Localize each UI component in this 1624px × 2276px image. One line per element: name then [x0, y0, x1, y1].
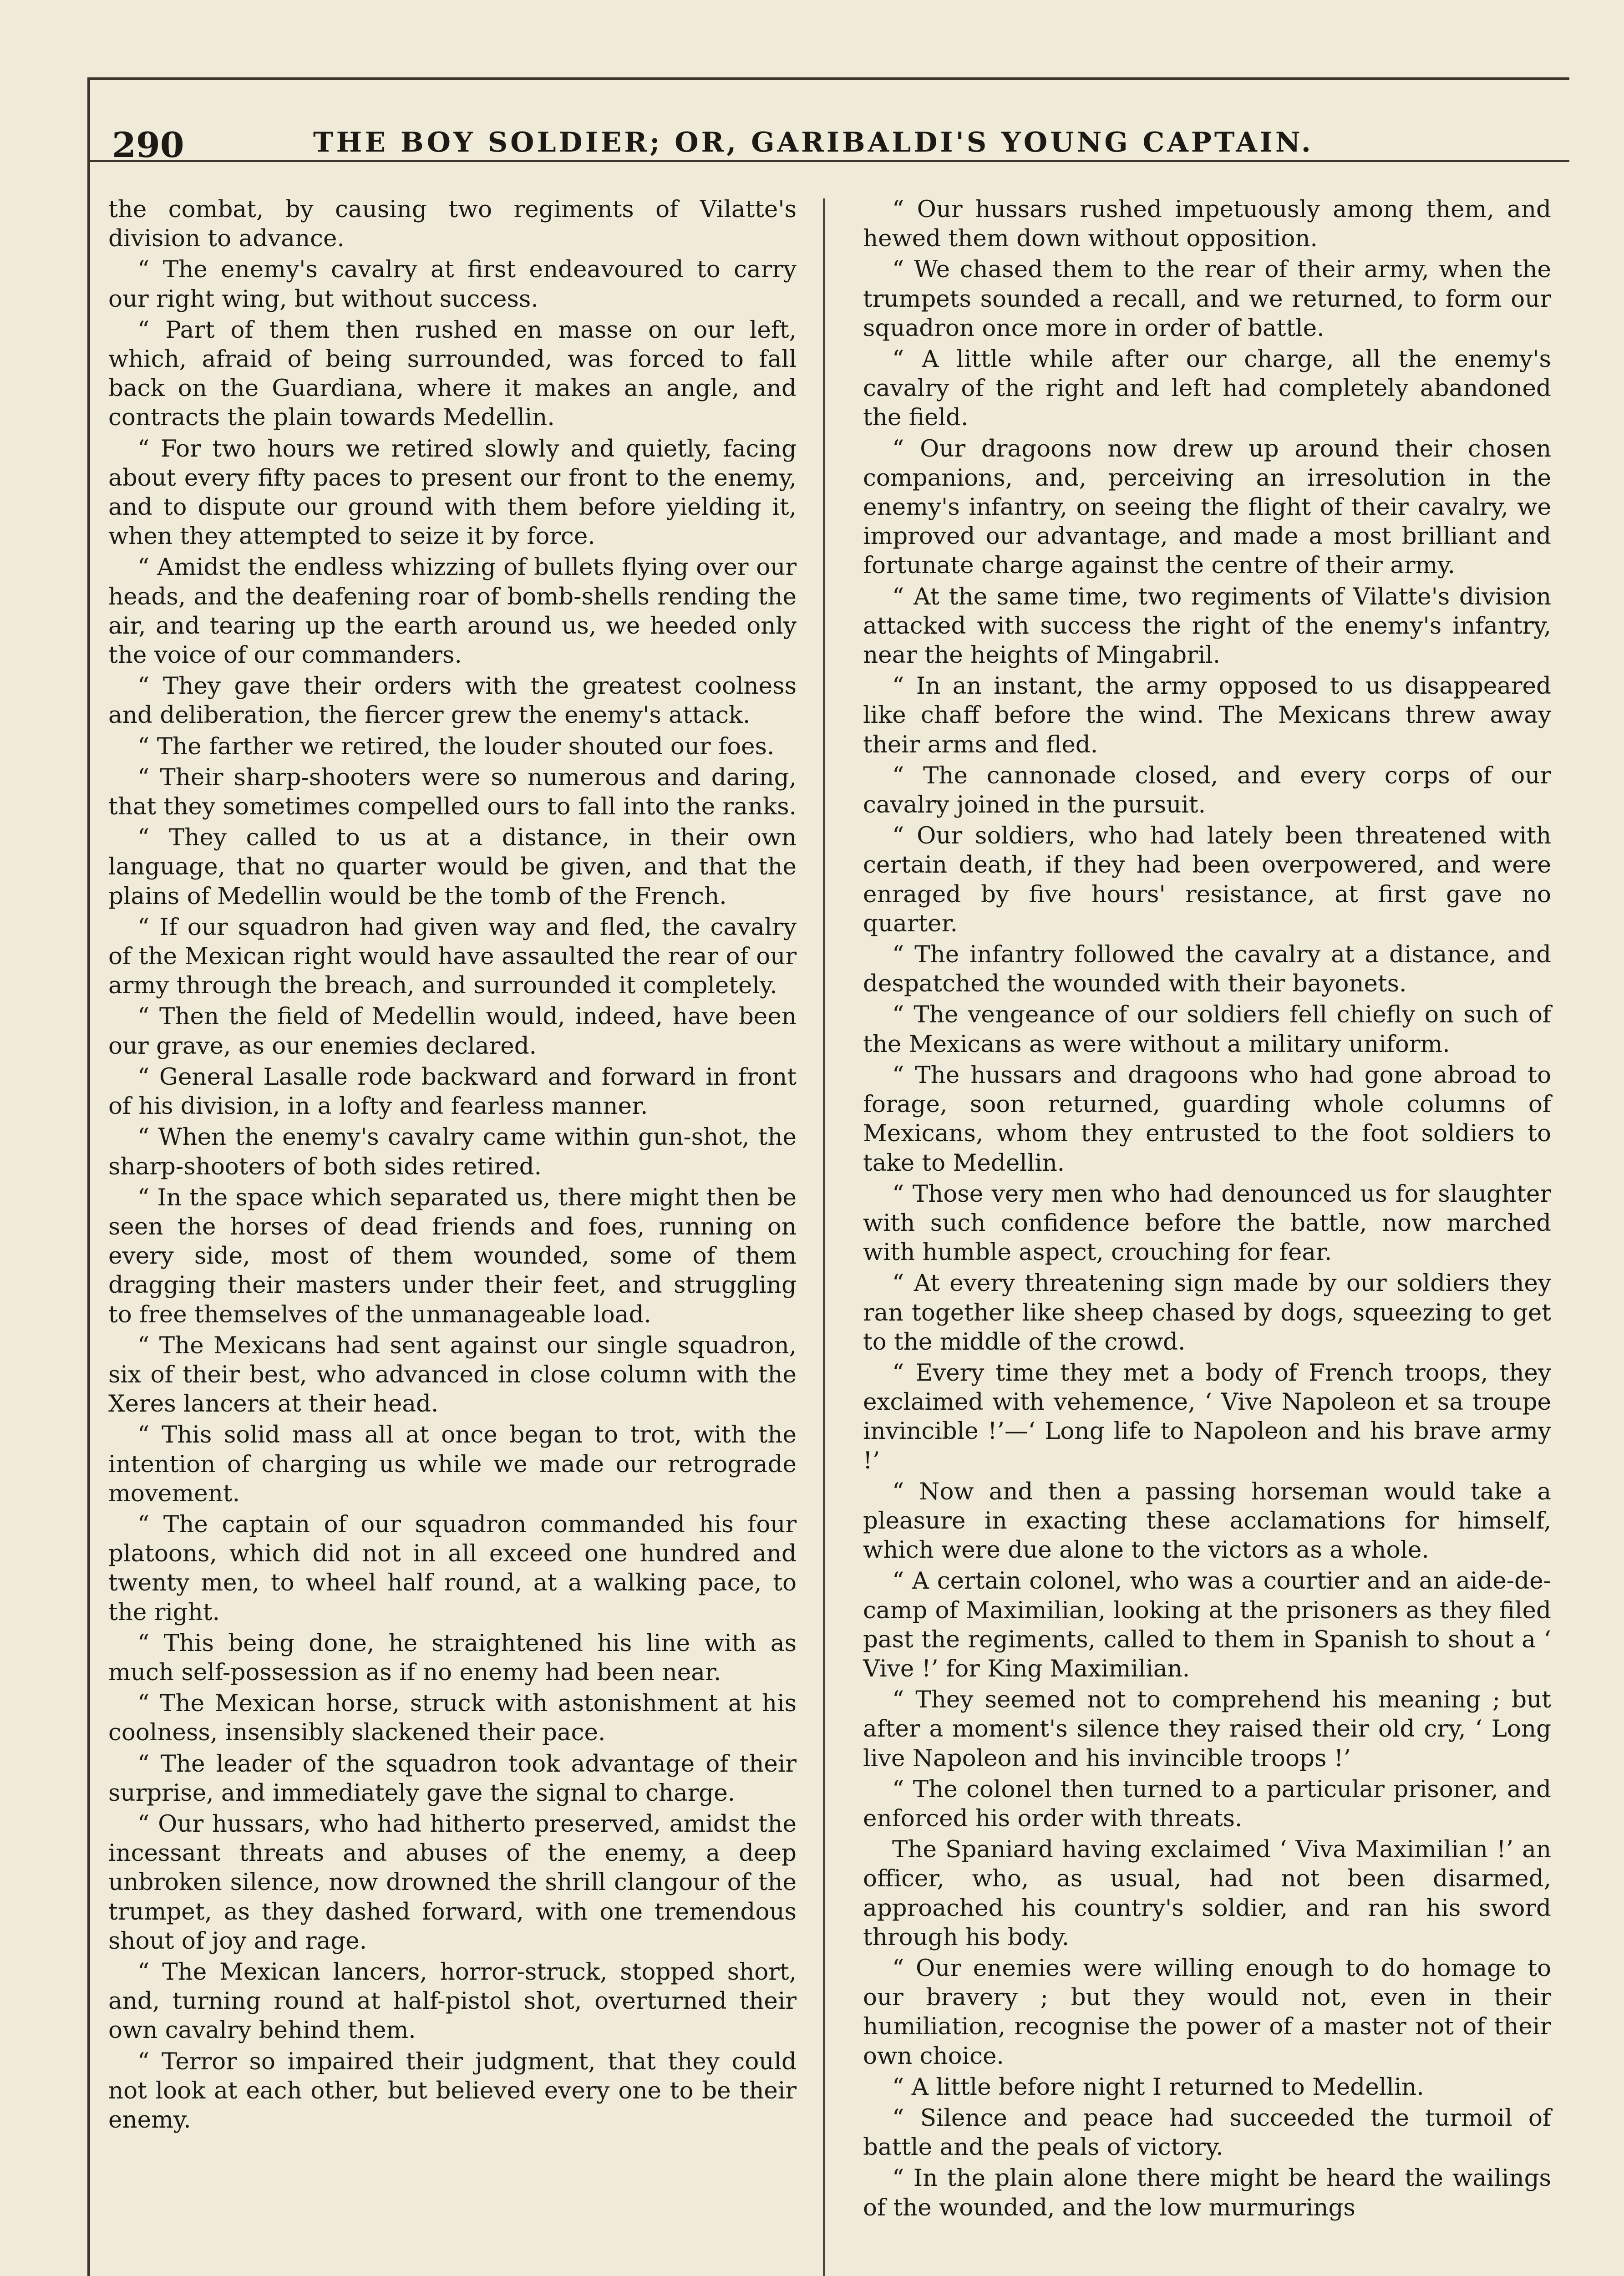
page-header — [90, 80, 1569, 165]
paragraph: “ Now and then a passing horseman would take a pleasure in exacting these acclamations for himself, which were due alone to the victors as a whole. — [863, 1478, 1551, 1564]
paragraph: The Spaniard having exclaimed ‘ Viva Maximilian !’ an officer, who, as usual, had not been disarmed, approached his country's soldier, and ran his sword through his body. — [863, 1836, 1551, 1951]
paragraph: “ General Lasalle rode backward and forward in front of his division, in a lofty and fearless manner. — [108, 1063, 797, 1120]
paragraph: “ In the plain alone there might be heard the wailings of the wounded, and the low murmurings — [863, 2164, 1551, 2221]
paragraph: “ Our enemies were willing enough to do homage to our bravery ; but they would not, even in their humiliation, recognise the power of a master not of their own choice. — [863, 1954, 1551, 2070]
page-number: 290 — [112, 125, 184, 165]
paragraph: “ The infantry followed the cavalry at a distance, and despatched the wounded with their bayonets. — [863, 941, 1551, 998]
paragraph: “ We chased them to the rear of their army, when the trumpets sounded a recall, and we returned, to form our squadron once more in order of battle. — [863, 256, 1551, 342]
paragraph: “ Our soldiers, who had lately been threatened with certain death, if they had been overpowered, and were enraged by five hours' resistance, at first gave no quarter. — [863, 822, 1551, 937]
paragraph: “ Our hussars rushed impetuously among them, and hewed them down without opposition. — [863, 196, 1551, 253]
paragraph: “ Amidst the endless whizzing of bullets flying over our heads, and the deafening roar of bomb-shells rending the air, and tearing up the earth around us, we heeded only the voice of our commanders. — [108, 554, 797, 669]
left-column — [108, 195, 797, 2276]
paragraph: “ Then the field of Medellin would, indeed, have been our grave, as our enemies declared. — [108, 1003, 797, 1060]
paragraph: “ In an instant, the army opposed to us disappeared like chaff before the wind. The Mexicans threw away their arms and fled. — [863, 672, 1551, 758]
paragraph: “ The Mexican lancers, horror-struck, stopped short, and, turning round at half-pistol shot, overturned their own cavalry behind them. — [108, 1958, 797, 2044]
paragraph: “ The Mexican horse, struck with astonishment at his coolness, insensibly slackened their pace. — [108, 1690, 797, 1747]
paragraph: “ At every threatening sign made by our soldiers they ran together like sheep chased by dogs, squeezing to get to the middle of the crowd. — [863, 1270, 1551, 1356]
paragraph: “ This solid mass all at once began to trot, with the intention of charging us while we made our retrograde movement. — [108, 1421, 797, 1507]
paragraph: “ The cannonade closed, and every corps of our cavalry joined in the pursuit. — [863, 762, 1551, 819]
paragraph: “ A little before night I returned to Medellin. — [892, 2073, 1424, 2101]
right-column — [863, 195, 1551, 2276]
book-page — [87, 77, 1569, 2276]
paragraph: “ Part of them then rushed en masse on our left, which, afraid of being surrounded, was forced to fall back on the Guardiana, where it makes an angle, and contracts the plain towards Medellin. — [108, 316, 797, 432]
paragraph: “ The enemy's cavalry at first endeavoured to carry our right wing, but without success. — [108, 256, 797, 313]
paragraph: “ The captain of our squadron commanded his four platoons, which did not in all exceed one hundred and twenty men, to wheel half round, at a walking pace, to the right. — [108, 1510, 797, 1626]
paragraph: “ Those very men who had denounced us for slaughter with such confidence before the battle, now marched with humble aspect, crouching for fear. — [863, 1180, 1551, 1266]
paragraph: “ Silence and peace had succeeded the turmoil of battle and the peals of victory. — [863, 2104, 1551, 2161]
paragraph: “ At the same time, two regiments of Vilatte's division attacked with success the right of the enemy's infantry, near the heights of Mingabril. — [863, 583, 1551, 669]
paragraph: “ The leader of the squadron took advantage of their surprise, and immediately gave the signal to charge. — [108, 1750, 797, 1807]
paragraph: “ A certain colonel, who was a courtier and an aide-de-camp of Maximilian, looking at the prisoners as they filed past the regiments, called to them in Spanish to shout a ‘ Vive !’ for King Maximilian. — [863, 1567, 1551, 1682]
paragraph: “ The colonel then turned to a particular prisoner, and enforced his order with threats. — [863, 1775, 1551, 1832]
paragraph: “ They gave their orders with the greatest coolness and deliberation, the fiercer grew the enemy's attack. — [108, 672, 797, 729]
paragraph: “ A little while after our charge, all the enemy's cavalry of the right and left had completely abandoned the field. — [863, 345, 1551, 432]
paragraph: “ Our dragoons now drew up around their chosen companions, and, perceiving an irresolution in the enemy's infantry, on seeing the flight of their cavalry, we improved our advantage, and made a most brilliant and fortunate charge against the centre of their army. — [863, 435, 1551, 579]
paragraph: “ The vengeance of our soldiers fell chiefly on such of the Mexicans as were without a military uniform. — [863, 1001, 1551, 1058]
paragraph: “ This being done, he straightened his line with as much self-possession as if no enemy had been near. — [108, 1629, 797, 1686]
paragraph: “ Every time they met a body of French troops, they exclaimed with vehemence, ‘ Vive Napoleon et sa troupe invincible !’—‘ Long life to Napoleon and his brave army !’ — [863, 1359, 1551, 1474]
paragraph: “ Our hussars, who had hitherto preserved, amidst the incessant threats and abuses of the enemy, a deep unbroken silence, now drowned the shrill clangour of the trumpet, as they dashed forward, with one tremendous shout of joy and rage. — [108, 1810, 797, 1955]
text-columns — [108, 195, 1551, 2276]
paragraph: “ If our squadron had given way and fled, the cavalry of the Mexican right would have assaulted the rear of our army through the breach, and surrounded it completely. — [108, 913, 797, 1000]
paragraph: “ When the enemy's cavalry came within gun-shot, the sharp-shooters of both sides retired. — [108, 1123, 797, 1180]
paragraph: “ Terror so impaired their judgment, that they could not look at each other, but believed every one to be their enemy. — [108, 2047, 797, 2134]
paragraph: the combat, by causing two regiments of Vilatte's division to advance. — [108, 196, 797, 253]
paragraph: “ The hussars and dragoons who had gone abroad to forage, soon returned, guarding whole columns of Mexicans, whom they entrusted to the foot soldiers to take to Medellin. — [863, 1061, 1551, 1177]
running-title: THE BOY SOLDIER; OR, GARIBALDI'S YOUNG CAPTAIN. — [313, 127, 1314, 158]
paragraph: “ For two hours we retired slowly and quietly, facing about every fifty paces to present our front to the enemy, and to dispute our ground with them before yielding it, when they attempted to seize it by force. — [108, 435, 797, 550]
paragraph: “ They called to us at a distance, in their own language, that no quarter would be given, and that the plains of Medellin would be the tomb of the French. — [108, 824, 797, 910]
paragraph: “ They seemed not to comprehend his meaning ; but after a moment's silence they raised their old cry, ‘ Long live Napoleon and his invincible troops !’ — [863, 1686, 1551, 1772]
paragraph: “ The farther we retired, the louder shouted our foes. — [137, 732, 775, 760]
paragraph: “ In the space which separated us, there might then be seen the horses of dead friends and foes, running on every side, most of them wounded, some of them dragging their masters under their feet, and struggling to free themselves of the unmanageable load. — [108, 1184, 797, 1328]
paragraph: “ The Mexicans had sent against our single squadron, six of their best, who advanced in close column with the Xeres lancers at their head. — [108, 1331, 797, 1418]
paragraph: “ Their sharp-shooters were so numerous and daring, that they sometimes compelled ours to fall into the ranks. — [108, 763, 797, 821]
